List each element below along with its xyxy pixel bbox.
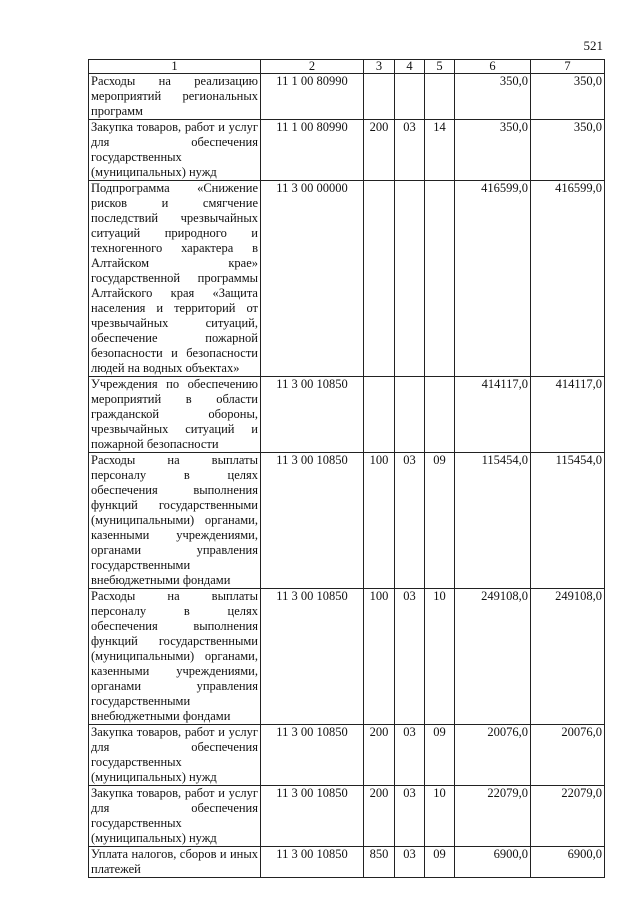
section-code [395,181,425,377]
table-row [89,589,605,725]
table-row [89,725,605,786]
table-row [89,74,605,120]
target-code: 11 3 00 00000 [261,181,364,377]
expense-type: 200 [364,786,395,847]
amount-col-6: 22079,0 [455,786,531,847]
subsection-code: 09 [425,725,455,786]
target-code: 11 1 00 80990 [261,120,364,181]
section-code [395,74,425,120]
page-number: 521 [583,38,603,53]
header-col-3: 3 [364,60,395,74]
expense-name: Учреждения по обеспечению мероприятий в области гражданской обороны, чрезвычайных ситуаций и пожарной безопасности [89,377,261,453]
header-col-2: 2 [261,60,364,74]
target-code: 11 3 00 10850 [261,453,364,589]
amount-col-6: 115454,0 [455,453,531,589]
section-code: 03 [395,725,425,786]
amount-col-6: 416599,0 [455,181,531,377]
expense-type: 200 [364,120,395,181]
expense-type [364,74,395,120]
header-col-4: 4 [395,60,425,74]
expense-name: Уплата налогов, сборов и иных платежей [89,847,261,878]
subsection-code [425,74,455,120]
amount-col-6: 350,0 [455,74,531,120]
amount-col-6: 249108,0 [455,589,531,725]
amount-col-7: 6900,0 [531,847,605,878]
subsection-code [425,181,455,377]
section-code: 03 [395,453,425,589]
table-row [89,847,605,878]
expense-name: Закупка товаров, работ и услуг для обеспечения государственных (муниципальных) нужд [89,786,261,847]
expense-type: 200 [364,725,395,786]
amount-col-7: 115454,0 [531,453,605,589]
expense-type [364,181,395,377]
subsection-code: 10 [425,786,455,847]
expense-type: 850 [364,847,395,878]
subsection-code: 09 [425,847,455,878]
target-code: 11 3 00 10850 [261,589,364,725]
target-code: 11 3 00 10850 [261,786,364,847]
expense-name: Расходы на выплаты персоналу в целях обеспечения выполнения функций государственными (муниципальными) органами, казенными учреждениями, органами управления государственными внебюджетными фондами [89,453,261,589]
expense-name: Расходы на реализацию мероприятий региональных программ [89,74,261,120]
header-col-7: 7 [531,60,605,74]
amount-col-7: 22079,0 [531,786,605,847]
section-code: 03 [395,120,425,181]
section-code: 03 [395,589,425,725]
table-row [89,786,605,847]
table-header-row [89,60,605,74]
target-code: 11 3 00 10850 [261,725,364,786]
expense-name: Закупка товаров, работ и услуг для обеспечения государственных (муниципальных) нужд [89,120,261,181]
amount-col-6: 20076,0 [455,725,531,786]
subsection-code [425,377,455,453]
target-code: 11 3 00 10850 [261,847,364,878]
budget-table [88,59,605,878]
table-row [89,120,605,181]
amount-col-6: 414117,0 [455,377,531,453]
expense-name: Расходы на выплаты персоналу в целях обеспечения выполнения функций государственными (муниципальными) органами, казенными учреждениями, органами управления государственными внебюджетными фондами [89,589,261,725]
target-code: 11 1 00 80990 [261,74,364,120]
header-col-5: 5 [425,60,455,74]
amount-col-6: 6900,0 [455,847,531,878]
target-code: 11 3 00 10850 [261,377,364,453]
section-code: 03 [395,847,425,878]
amount-col-7: 350,0 [531,120,605,181]
expense-type [364,377,395,453]
expense-type: 100 [364,589,395,725]
subsection-code: 14 [425,120,455,181]
header-col-6: 6 [455,60,531,74]
expense-name: Закупка товаров, работ и услуг для обеспечения государственных (муниципальных) нужд [89,725,261,786]
subsection-code: 09 [425,453,455,589]
amount-col-7: 20076,0 [531,725,605,786]
table-row [89,377,605,453]
amount-col-7: 416599,0 [531,181,605,377]
section-code [395,377,425,453]
amount-col-7: 350,0 [531,74,605,120]
amount-col-7: 249108,0 [531,589,605,725]
section-code: 03 [395,786,425,847]
subsection-code: 10 [425,589,455,725]
amount-col-7: 414117,0 [531,377,605,453]
expense-type: 100 [364,453,395,589]
table-row [89,181,605,377]
expense-name: Подпрограмма «Снижение рисков и смягчение последствий чрезвычайных ситуаций природного и техногенного характера в Алтайском крае» государственной программы Алтайского края «Защита населения и территорий от чрезвычайных ситуаций, обеспечение пожарной безопасности и безопасности людей на водных объектах» [89,181,261,377]
header-col-1: 1 [89,60,261,74]
table-row [89,453,605,589]
amount-col-6: 350,0 [455,120,531,181]
